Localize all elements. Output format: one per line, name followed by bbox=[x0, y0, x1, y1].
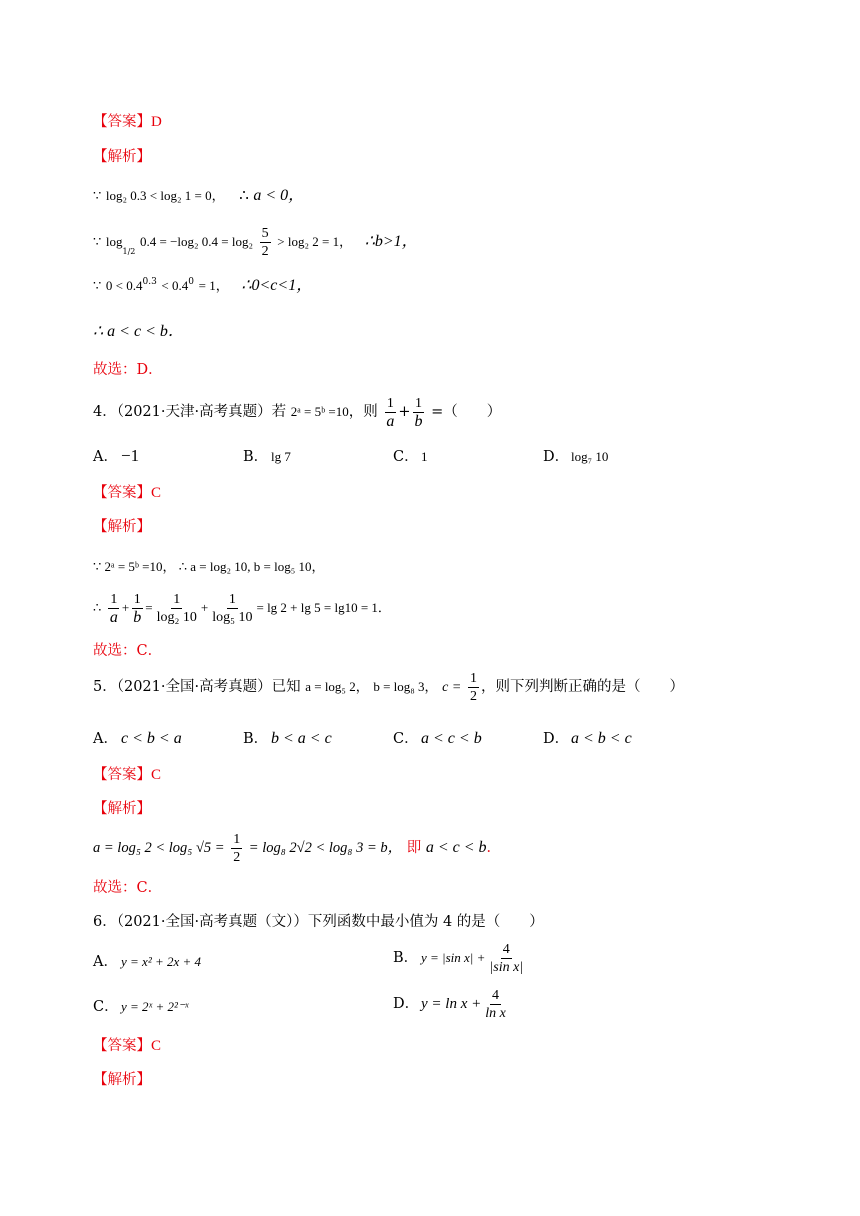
q3-answer: D bbox=[151, 114, 162, 130]
q6-option-b[interactable]: B． y = |sin x| + $\frac{4}{\text{|sin x|}}$ bbox=[393, 941, 524, 975]
q6-stem: 6．（2021·全国·高考真题（文））下列函数中最小值为 4 的是（ ） bbox=[93, 914, 544, 930]
q5-step-1: a = log₅ 2 < log₅ √5 = $\frac{1}{2}$ = log₈ 2√2 < log₈ 3 = b， 即 a < c < b． bbox=[93, 831, 502, 865]
q3-step-1: ∵ log₂ 0.3 < log₂ 1 = 0， ∴ a < 0， bbox=[93, 187, 305, 204]
q6-answer: C bbox=[151, 1038, 162, 1054]
q4-final: 故选：C． bbox=[93, 643, 163, 659]
q5-answer: C bbox=[151, 767, 162, 783]
analysis-tag: 【解析】 bbox=[93, 149, 151, 165]
q3-conclusion: ∴ a < c < b． bbox=[93, 323, 184, 340]
q4-answer-line: 【答案】C bbox=[93, 485, 162, 501]
answer-tag: 【答案】 bbox=[93, 114, 151, 130]
q5-stem: 5．（2021·全国·高考真题）已知 a = log₅ 2， b = log₈ 3， c = $\frac{1}{2}$ ，则下列判断正确的是（ ） bbox=[93, 670, 684, 704]
q4-option-c[interactable]: C． 1 bbox=[393, 449, 428, 465]
q4-option-d[interactable]: D． log₇ 10 bbox=[543, 449, 609, 465]
q3-step-2: ∵ $\log_{1/2} 0.4 = -\log_2$ 0.4 = log₂ $\frac{5}{2}$ > log₂ 2 = 1， ∴b>1， bbox=[93, 225, 418, 259]
q5-analysis-line: 【解析】 bbox=[93, 801, 151, 817]
q3-analysis-line bbox=[93, 147, 820, 167]
q6-answer-line: 【答案】C bbox=[93, 1038, 162, 1054]
fraction-5-2: $\frac{5}{2}$ bbox=[261, 225, 269, 259]
q4-option-b[interactable]: B． lg 7 bbox=[243, 449, 291, 465]
q5-answer-line: 【答案】C bbox=[93, 767, 162, 783]
q6-analysis-line: 【解析】 bbox=[93, 1072, 151, 1088]
q5-option-a[interactable]: A． c < b < a bbox=[93, 730, 182, 747]
q3-step-3: ∵ $0 < 0.4^{0.3} < 0.4^0 = 1$， ∴0<c<1， bbox=[93, 277, 313, 294]
q4-analysis-line: 【解析】 bbox=[93, 519, 151, 535]
q5-option-d[interactable]: D． a < b < c bbox=[543, 730, 632, 747]
q6-option-d[interactable]: D． y = ln x + $\frac{4}{\text{ln x}}$ bbox=[393, 987, 506, 1021]
q4-step-1: ∵ 2ᵃ = 5ᵇ =10， ∴ a = log₂ 10, b = log₅ 10， bbox=[93, 559, 325, 574]
q4-stem: 4．（2021·天津·高考真题）若 2ᵃ = 5ᵇ =10，则 $\frac{1}{a}$ + $\frac{1}{b}$ =（ ） bbox=[93, 395, 502, 430]
q4-step-2: ∴ $\frac{1}{a}$ + $\frac{1}{b}$ = $\frac{1}{\text{log₂ 10}}$ + $\frac{1}{\text{log₅ 10}}$ = lg 2 + lg 5 = lg10 = 1． bbox=[93, 591, 391, 626]
q5-final: 故选：C． bbox=[93, 880, 163, 896]
q3-answer-line bbox=[93, 112, 820, 132]
q4-answer: C bbox=[151, 485, 162, 501]
q4-option-a[interactable]: A． −1 bbox=[93, 446, 140, 465]
q5-option-b[interactable]: B． b < a < c bbox=[243, 730, 332, 747]
q5-option-c[interactable]: C． a < c < b bbox=[393, 730, 482, 747]
q3-final: 故选：D． bbox=[93, 362, 163, 378]
q6-option-a[interactable]: A． y = x² + 2x + 4 bbox=[93, 954, 202, 970]
q6-option-c[interactable]: C． y = 2ˣ + 2²⁻ˣ bbox=[93, 999, 189, 1015]
